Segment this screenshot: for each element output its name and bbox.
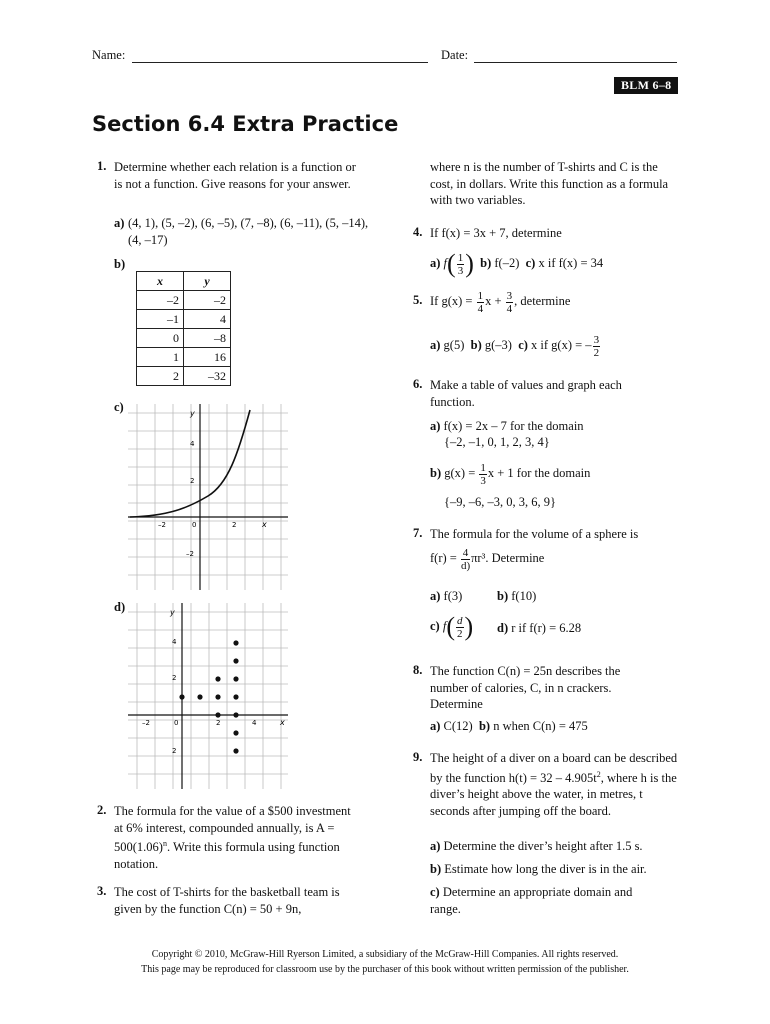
relation-point bbox=[197, 694, 202, 699]
numerator: 3 bbox=[593, 333, 600, 346]
relation-point bbox=[233, 748, 238, 753]
relation-point bbox=[215, 694, 220, 699]
relation-point bbox=[233, 712, 238, 717]
table-row bbox=[137, 291, 231, 310]
cell: –2 bbox=[184, 291, 231, 310]
tick-label: 4 bbox=[252, 719, 257, 727]
q5c-text: x if g(x) = – bbox=[531, 338, 592, 352]
q1a-text: (4, 1), (5, –2), (6, –5), (7, –8), (6, –11), (5, –14), (4, –17) bbox=[128, 216, 369, 247]
q6a-label: a) bbox=[430, 419, 441, 433]
table-row bbox=[137, 367, 231, 386]
q9-text-part: The height of a diver on a board can be described by the function h(t) = 32 – 4.905t bbox=[430, 751, 678, 785]
q1b-table bbox=[136, 271, 231, 386]
q9a bbox=[430, 838, 643, 855]
table-row bbox=[137, 348, 231, 367]
q5c-label: c) bbox=[518, 338, 528, 352]
cell: 1 bbox=[137, 348, 184, 367]
q1d-label: d) bbox=[114, 600, 126, 614]
tick-label: 4 bbox=[172, 638, 177, 646]
q9-text-part: , where h is the diver’s height above the water, in metres, t seconds after jumping off the board. bbox=[430, 770, 677, 818]
q7-text: The formula for the volume of a sphere is bbox=[430, 527, 639, 541]
footer bbox=[0, 947, 770, 977]
q5b-label: b) bbox=[470, 338, 482, 352]
cell: 16 bbox=[184, 348, 231, 367]
numerator: 3 bbox=[506, 289, 513, 302]
q7a-label: a) bbox=[430, 589, 441, 603]
y-axis-label: y bbox=[170, 608, 175, 617]
q3-number: 3. bbox=[97, 884, 107, 898]
tick-label: 2 bbox=[232, 521, 237, 529]
tick-label: 2 bbox=[172, 747, 177, 755]
numerator: 4 bbox=[462, 546, 469, 559]
q7c-f: f bbox=[442, 619, 447, 633]
denominator: d) bbox=[460, 559, 471, 572]
denominator: 2 bbox=[593, 346, 600, 359]
name-field[interactable] bbox=[132, 62, 428, 63]
tick-label: 0 bbox=[192, 521, 197, 529]
q9-number: 9. bbox=[413, 750, 423, 764]
q5-parts bbox=[430, 330, 601, 360]
page-title: Section 6.4 Extra Practice bbox=[92, 112, 399, 136]
q5-mid: x + bbox=[485, 294, 505, 308]
q6a-text: f(x) = 2x – 7 for the domain bbox=[443, 419, 584, 433]
q1-number: 1. bbox=[97, 159, 107, 173]
q2-number: 2. bbox=[97, 803, 107, 817]
relation-point bbox=[233, 694, 238, 699]
name-label: Name: bbox=[92, 48, 126, 62]
q7-fraction bbox=[461, 547, 470, 572]
cell: –8 bbox=[184, 329, 231, 348]
cell: –32 bbox=[184, 367, 231, 386]
q4c-label: c) bbox=[525, 256, 536, 270]
denominator: 4 bbox=[506, 302, 513, 315]
tick-label: 2 bbox=[190, 477, 195, 485]
q8-parts bbox=[430, 718, 588, 735]
tick-label: –2 bbox=[158, 521, 166, 529]
curve bbox=[130, 410, 250, 517]
q4-text: If f(x) = 3x + 7, determine bbox=[430, 226, 562, 240]
q9c-text: Determine an appropriate domain and range. bbox=[430, 885, 633, 916]
tick-label: 2 bbox=[172, 674, 177, 682]
denominator: 3 bbox=[457, 264, 464, 277]
relation-point bbox=[233, 640, 238, 645]
q9c bbox=[430, 884, 660, 917]
q6a bbox=[430, 418, 584, 435]
q7c-label: c) bbox=[430, 619, 440, 633]
denominator: 4 bbox=[477, 302, 484, 315]
q5-text bbox=[430, 286, 570, 316]
numerator: d bbox=[457, 614, 463, 627]
denominator: 2 bbox=[457, 627, 463, 640]
q5a-text: g(5) bbox=[443, 338, 465, 352]
q6b-label: b) bbox=[430, 466, 442, 480]
q7a-text: f(3) bbox=[443, 589, 463, 603]
reproduction-line: This page may be reproduced for classroom use by the purchaser of this book without written permission of the publisher. bbox=[141, 964, 629, 975]
blm-badge: BLM 6–8 bbox=[614, 77, 678, 94]
q9b-text: Estimate how long the diver is in the air. bbox=[444, 862, 647, 876]
q4a-label: a) bbox=[430, 256, 441, 270]
q8b-label: b) bbox=[478, 719, 491, 733]
q1c-label: c) bbox=[114, 400, 124, 414]
relation-point bbox=[233, 730, 238, 735]
q2-sup: n bbox=[162, 839, 167, 848]
q7a bbox=[430, 588, 462, 605]
q5-number: 5. bbox=[413, 293, 423, 307]
q6a-domain: {–2, –1, 0, 1, 2, 3, 4} bbox=[444, 435, 550, 449]
y-axis-label: y bbox=[190, 409, 195, 418]
q2-text bbox=[114, 803, 354, 872]
x-axis-label: x bbox=[280, 718, 285, 727]
q3-continued: where n is the number of T-shirts and C is the cost, in dollars. Write this function as a formula with two variables. bbox=[430, 160, 669, 207]
relation-point bbox=[215, 676, 220, 681]
tick-label: 2 bbox=[216, 719, 221, 727]
q7b bbox=[497, 588, 536, 605]
q7d-label: d) bbox=[497, 621, 509, 635]
date-field[interactable] bbox=[474, 62, 677, 63]
q5c-fraction bbox=[593, 334, 601, 359]
q2-text-part: annually, is A = 500(1.06) bbox=[114, 820, 335, 855]
q7-formula bbox=[430, 543, 544, 573]
q7d bbox=[497, 620, 581, 637]
q5-post: , determine bbox=[514, 294, 571, 308]
q6b bbox=[430, 458, 590, 488]
q5a-label: a) bbox=[430, 338, 441, 352]
relation-point bbox=[233, 658, 238, 663]
q1b-label: b) bbox=[114, 257, 126, 271]
q9-sup: 2 bbox=[596, 769, 601, 779]
table-header-x: x bbox=[137, 272, 184, 291]
tick-label: 0 bbox=[174, 719, 179, 727]
q7c-fraction bbox=[456, 615, 464, 640]
q7b-label: b) bbox=[497, 589, 509, 603]
cell: 2 bbox=[137, 367, 184, 386]
table-header-y: y bbox=[184, 272, 231, 291]
cell: –1 bbox=[137, 310, 184, 329]
q3-text: The cost of T-shirts for the basketball team is given by the function C(n) = 50 + 9n, bbox=[114, 885, 340, 916]
cell: 0 bbox=[137, 329, 184, 348]
q7d-text: r if f(r) = 6.28 bbox=[511, 621, 582, 635]
q2-text-part: The formula for the value of a $500 investment at 6% interest, compounded bbox=[114, 804, 351, 835]
denominator: 3 bbox=[480, 474, 486, 487]
q9a-text: Determine the diver’s height after 1.5 s. bbox=[443, 839, 643, 853]
q4b-label: b) bbox=[480, 256, 492, 270]
table-row bbox=[137, 310, 231, 329]
q5-pre: If g(x) = bbox=[430, 294, 476, 308]
numerator: 1 bbox=[480, 461, 486, 474]
cell: –2 bbox=[137, 291, 184, 310]
cell: 4 bbox=[184, 310, 231, 329]
q5-fraction-2 bbox=[506, 290, 514, 315]
relation-point bbox=[179, 694, 184, 699]
q7-pre: f(r) = bbox=[430, 551, 460, 565]
q6b-fraction bbox=[479, 462, 487, 487]
q1d-graph bbox=[128, 603, 288, 789]
table-row bbox=[137, 329, 231, 348]
tick-label: –2 bbox=[142, 719, 150, 727]
q6-text: Make a table of values and graph each function. bbox=[430, 378, 622, 409]
numerator: 1 bbox=[457, 251, 464, 264]
q5b-text: g(–3) bbox=[484, 338, 512, 352]
q7-number: 7. bbox=[413, 526, 423, 540]
q1c-graph bbox=[128, 404, 288, 590]
q4a-f: f bbox=[443, 256, 448, 270]
q2-text-part: . Write this formula using function notation. bbox=[114, 840, 340, 871]
q7c: c) f( $\frac{d}{2}$ ) bbox=[430, 612, 474, 642]
numerator: 1 bbox=[477, 289, 484, 302]
q1a-label: a) bbox=[114, 216, 125, 230]
q9c-label: c) bbox=[430, 885, 440, 899]
q6b-pre: g(x) = bbox=[444, 466, 479, 480]
q9-text bbox=[430, 750, 680, 819]
x-axis-label: x bbox=[262, 520, 267, 529]
q4-parts: a) f( $\frac{1}{3}$ ) b) f(–2) c) x if f(x) = 34 bbox=[430, 249, 604, 279]
q7-post: πr³. Determine bbox=[471, 551, 545, 565]
q4b-text: f(–2) bbox=[494, 256, 520, 270]
relation-point bbox=[233, 676, 238, 681]
tick-label: 4 bbox=[190, 440, 195, 448]
q4a-fraction bbox=[457, 252, 465, 277]
q8a-text: C(12) bbox=[443, 719, 473, 733]
q5-fraction-1 bbox=[477, 290, 485, 315]
q4c-text: x if f(x) = 34 bbox=[538, 256, 604, 270]
q8-number: 8. bbox=[413, 663, 423, 677]
q8-text: The function C(n) = 25n describes the number of calories, C, in n crackers. Determine bbox=[430, 664, 621, 711]
q4-number: 4. bbox=[413, 225, 423, 239]
q1-text: Determine whether each relation is a function or is not a function. Give reasons for your answer. bbox=[114, 160, 356, 191]
copyright-line: Copyright © 2010, McGraw-Hill Ryerson Limited, a subsidiary of the McGraw-Hill Companies. All rights reserved. bbox=[151, 949, 619, 960]
q9a-label: a) bbox=[430, 839, 441, 853]
q6b-post: x + 1 for the domain bbox=[487, 466, 591, 480]
q6b-domain: {–9, –6, –3, 0, 3, 6, 9} bbox=[444, 495, 556, 509]
relation-point bbox=[215, 712, 220, 717]
q8a-label: a) bbox=[430, 719, 441, 733]
date-label: Date: bbox=[441, 48, 469, 62]
tick-label: –2 bbox=[186, 550, 194, 558]
q7b-text: f(10) bbox=[511, 589, 537, 603]
q9b bbox=[430, 861, 647, 878]
q6-number: 6. bbox=[413, 377, 423, 391]
q9b-label: b) bbox=[430, 862, 442, 876]
q8b-text: n when C(n) = 475 bbox=[493, 719, 588, 733]
